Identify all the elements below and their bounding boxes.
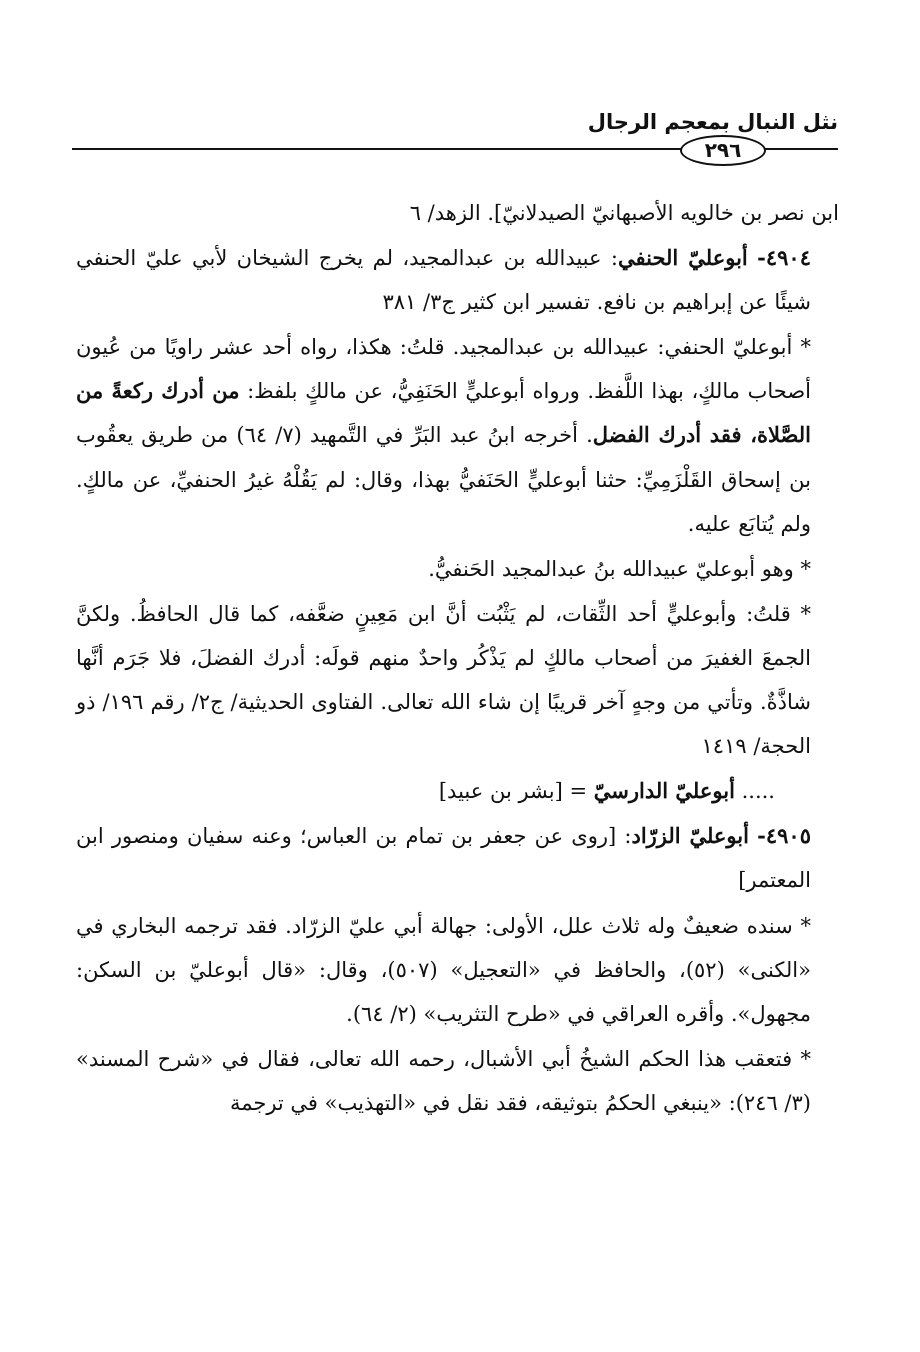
entry-text: : عبيدالله بن عبدالمجيد، لم يخرج الشيخان لأبي عليّ الحنفي شيئًا عن إبراهيم بن نافع. تفسير ابن كثير ج٣/ ٣٨١: [76, 246, 811, 315]
entry-number: ٤٩٠٥-: [757, 823, 811, 849]
paragraph-text: * وهو أبوعليّ عبيدالله بنُ عبدالمجيد الحَنفيُّ.: [428, 556, 811, 581]
entry-4904: [76, 236, 839, 324]
page-body: [76, 191, 839, 1125]
commentary-paragraph: [76, 325, 839, 545]
entry-heading: أبوعليّ الدارسيّ: [593, 778, 735, 804]
ellipsis-dots: .....: [741, 779, 775, 804]
paragraph-text: ابن نصر بن خالويه الأصبهانيّ الصيدلانيّ]. الزهد/ ٦: [409, 201, 839, 225]
paragraph-text: * فتعقب هذا الحكم الشيخُ أبي الأشبال، رحمه الله تعالى، فقال في «شرح المسند» (٣/ ٢٤٦): «ينبغي الحكمُ بتوثيقه، فقد نقل في «التهذيب» في ترجمة: [76, 1046, 811, 1115]
commentary-paragraph: [76, 592, 839, 768]
paragraph-text: . أخرجه ابنُ عبد البَرِّ في التَّمهيد (٧/ ٦٤) من طريق يعقُوب بن إسحاق القَلْزَمِيِّ: حثنا أبوعليٍّ الحَنَفيُّ بهذا، وقال: لم يَقُلْهُ غيرُ الحنفيِّ، عن مالكٍ. ولم يُتابَع عليه.: [76, 423, 811, 536]
commentary-paragraph: [76, 547, 839, 591]
cross-reference-entry: [76, 769, 839, 813]
entry-4905: [76, 814, 839, 902]
hadith-quote: من أدرك ركعةً من الصَّلاة، فقد أدرك الفضل: [76, 378, 811, 448]
entry-text: : [روى عن جعفر بن تمام بن العباس؛ وعنه سفيان ومنصور ابن المعتمر]: [76, 824, 811, 893]
running-title: نثل النبال بمعجم الرجال: [587, 110, 838, 134]
commentary-paragraph: [76, 904, 839, 1036]
commentary-paragraph: [76, 1037, 839, 1125]
entry-text: = [بشر بن عبيد]: [438, 779, 594, 804]
entry-heading: أبوعليّ الزرّاد: [631, 823, 749, 849]
entry-number: ٤٩٠٤-: [757, 245, 811, 271]
paragraph-text: * سنده ضعيفٌ وله ثلاث علل، الأولى: جهالة أبي عليّ الزرّاد. فقد ترجمه البخاري في «الكنى» (٥٢)، والحافظ في «التعجيل» (٥٠٧)، وقال: «قال أبوعليّ بن السكن: مجهول». وأقره العراقي في «طرح التثريب» (٢/ ٦٤).: [76, 913, 811, 1026]
entry-heading: أبوعليّ الحنفي: [618, 245, 748, 271]
page-header: [72, 110, 838, 180]
paragraph-text: * أبوعليّ الحنفي: عبيدالله بن عبدالمجيد. قلتُ: هكذا، رواه أحد عشر راويًا من عُيون أصحاب مالكٍ، بهذا اللَّفظ. ورواه أبوعليٍّ الحَنَفِيُّ، عن مالكٍ بلفظ:: [76, 335, 811, 404]
paragraph-text: * قلتُ: وأبوعليٍّ أحد الثِّقات، لم يَثْبُت أنَّ ابن مَعِينٍ ضعَّفه، كما قال الحافظُ. ولكنَّ الجمعَ الغفيرَ من أصحاب مالكٍ لم يَذْكُر واحدٌ منهم قولَه: أدرك الفضلَ، فلا جَرَم أنَّها شاذَّةٌ. وتأتي من وجهٍ آخر قريبًا إن شاء الله تعالى. الفتاوى الحديثية/ ج٢/ رقم ١٩٦/ ذو الحجة/ ١٤١٩: [76, 601, 812, 759]
paragraph-continuation: [76, 191, 839, 235]
page-number: ٢٩٦: [680, 135, 766, 166]
